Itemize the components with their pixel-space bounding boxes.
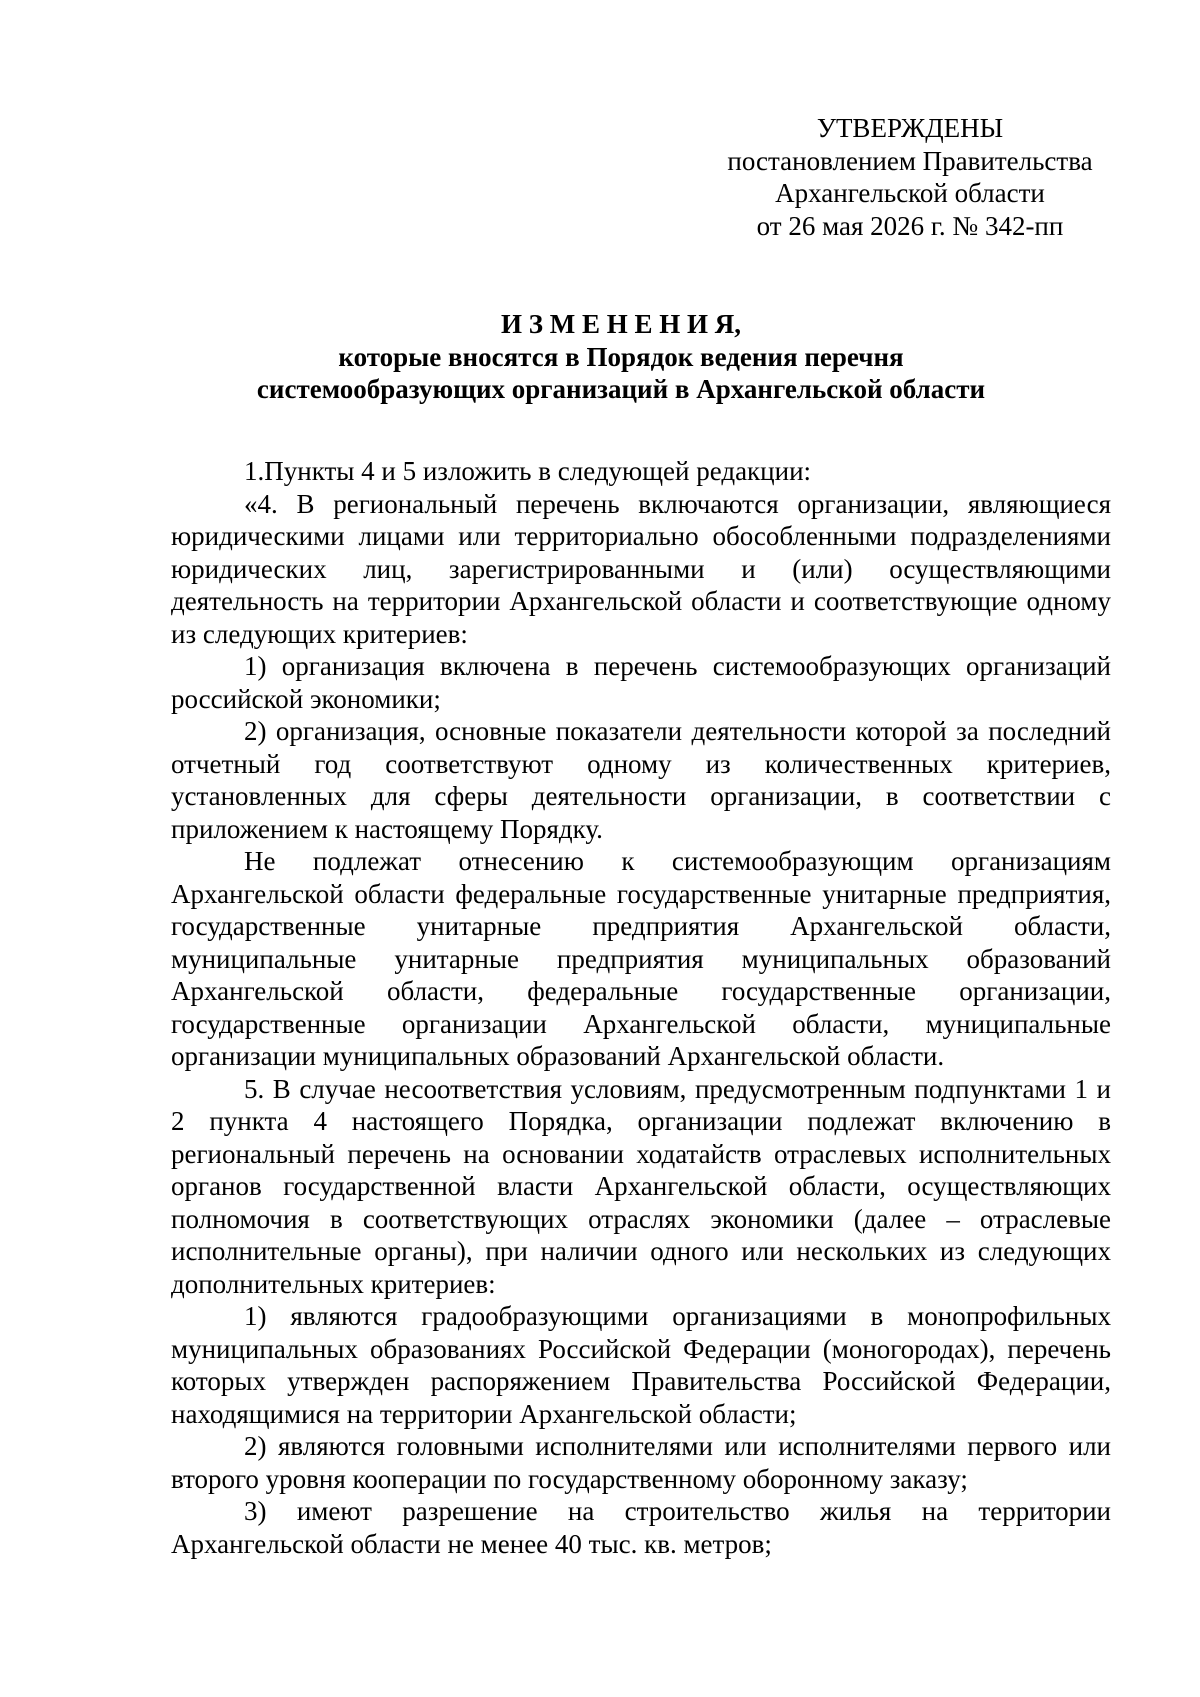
paragraph-item-5: 5. В случае несоответствия условиям, предусмотренным подпунктами 1 и 2 пункта 4 настоящего Порядка, организации подлежат включению в региональный перечень на основании ходатайств отраслевых исполнительных органов государственной власти Архангельской области, осуществляющих полномочия в соответствующих отраслях экономики (далее – отраслевые исполнительные органы), при наличии одного или нескольких из следующих дополнительных критериев:: [171, 1073, 1111, 1299]
title-main: И З М Е Н Е Н И Я,: [500, 309, 741, 339]
paragraph-item-5-3: 3) имеют разрешение на строительство жилья на территории Архангельской области не менее 40 тыс. кв. метров;: [171, 1496, 1111, 1559]
paragraph-intro: 1.Пункты 4 и 5 изложить в следующей редакции:: [244, 456, 812, 486]
document-title: [160, 308, 1082, 406]
approval-stamp: [700, 112, 1120, 242]
approval-date-number: от 26 мая 2026 г. № 342-пп: [756, 210, 1064, 241]
paragraph-item-5-1: 1) являются градообразующими организациями в монопрофильных муниципальных образованиях Российской Федерации (моногородах), перечень которых утвержден распоряжением Правительства Российской Федерации, находящимися на территории Архангельской области;: [171, 1301, 1111, 1429]
approval-region: Архангельской области: [775, 178, 1045, 208]
title-subtitle-1: которые вносятся в Порядок ведения перечня: [338, 341, 904, 372]
paragraph-item-4: «4. В региональный перечень включаются организации, являющиеся юридическими лицами или территориально обособленными подразделениями юридических лиц, зарегистрированными и (или) осуществляющими деятельность на территории Архангельской области и соответствующие одному из следующих критериев:: [171, 488, 1111, 649]
approval-authority: постановлением Правительства: [727, 145, 1093, 176]
paragraph-exclusions: Не подлежат отнесению к системообразующим организациям Архангельской области федеральные государственные унитарные предприятия, государственные унитарные предприятия Архангельской области, муниципальные унитарные предприятия муниципальных образований Архангельской области, федеральные государственные организации, государственные организации Архангельской области, муниципальные организации муниципальных образований Архангельской области.: [171, 846, 1111, 1071]
paragraph-item-4-2: 2) организация, основные показатели деятельности которой за последний отчетный год соответствуют одному из количественных критериев, установленных для сферы деятельности организации, в соответствии с приложением к настоящему Порядку.: [171, 716, 1111, 844]
document-body: [171, 455, 1111, 1560]
title-subtitle-2: системообразующих организаций в Архангельской области: [256, 374, 986, 404]
paragraph-item-4-1: 1) организация включена в перечень системообразующих организаций российской экономики;: [171, 651, 1111, 714]
approval-heading: УТВЕРЖДЕНЫ: [816, 113, 1004, 143]
paragraph-item-5-2: 2) являются головными исполнителями или исполнителями первого или второго уровня кооперации по государственному оборонному заказу;: [171, 1431, 1111, 1494]
